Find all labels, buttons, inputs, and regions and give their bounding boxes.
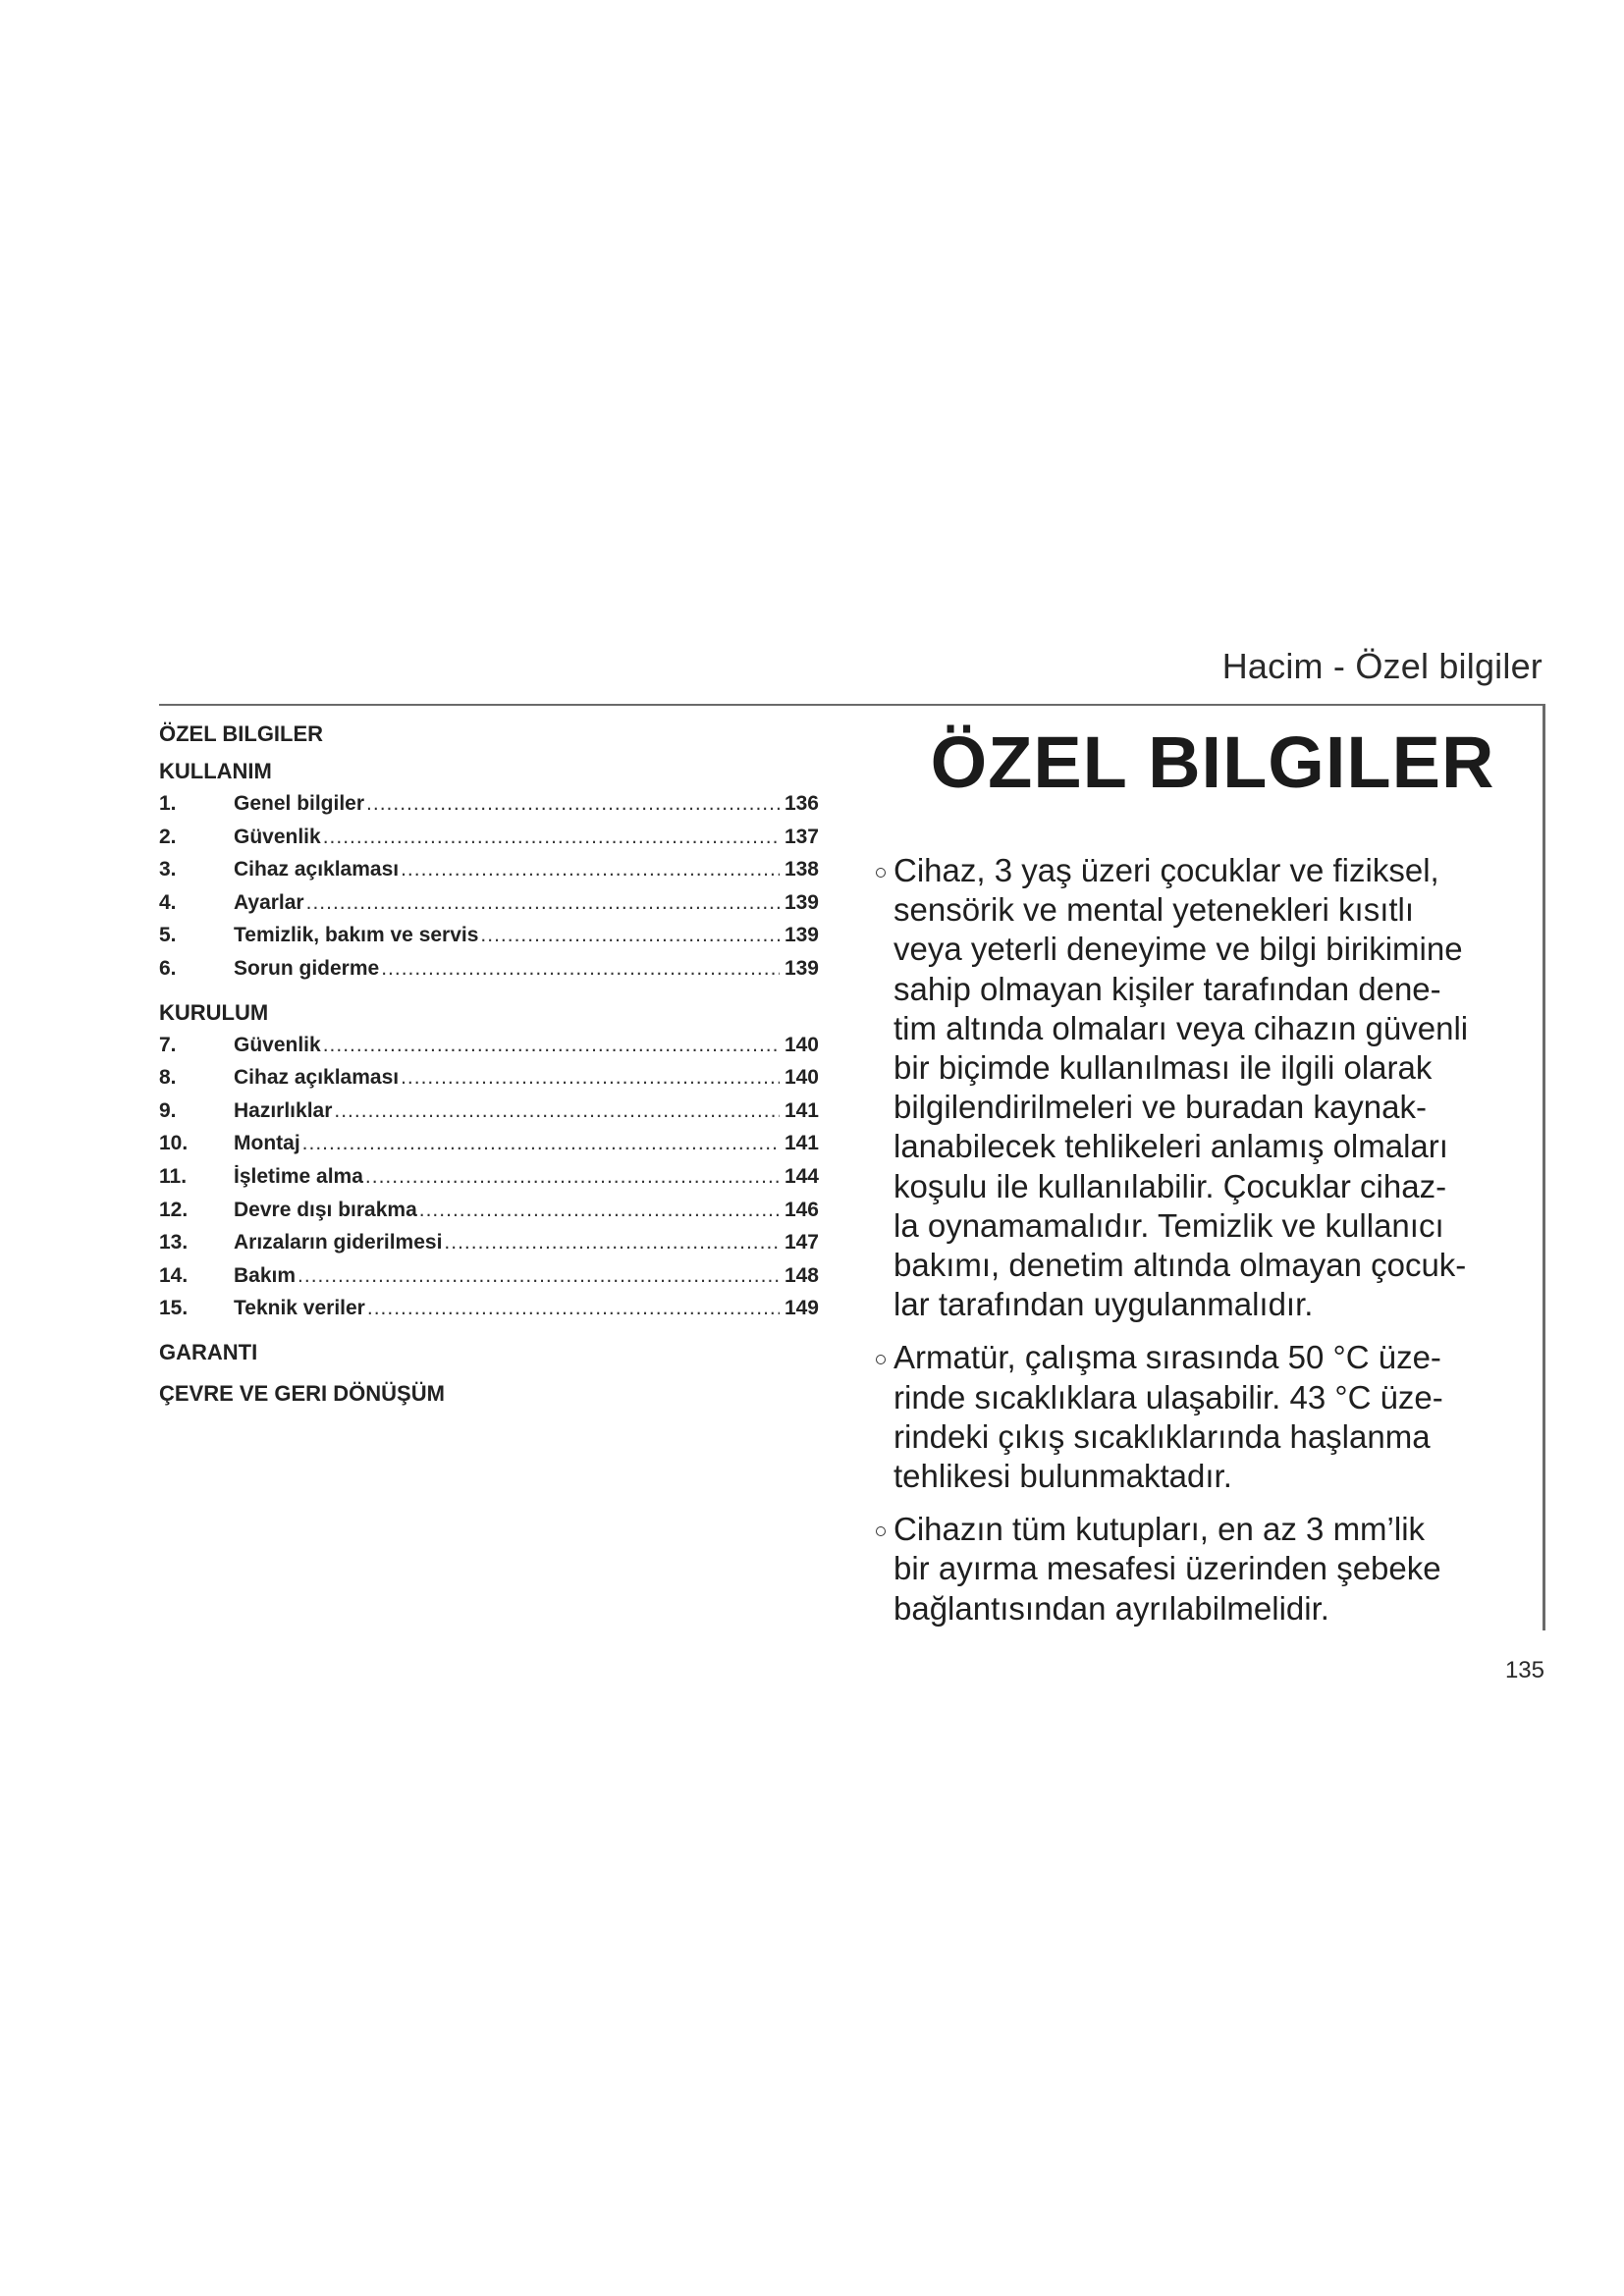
note-line: koşulu ile kullanılabilir. Çocuklar cihaz- xyxy=(893,1167,1447,1204)
toc-entry[interactable] xyxy=(159,1061,819,1095)
toc-dot-leader xyxy=(480,919,780,952)
toc-entry-page: 144 xyxy=(784,1164,819,1188)
toc-entry[interactable] xyxy=(159,787,819,821)
toc-dot-leader xyxy=(381,952,780,986)
toc-entry-label: Ayarlar xyxy=(234,890,304,914)
toc-entry-label: Bakım xyxy=(234,1263,297,1287)
note-line: Cihaz, 3 yaş üzeri çocuklar ve fiziksel, xyxy=(893,852,1439,888)
toc-section-warranty: GARANTI xyxy=(159,1339,258,1364)
toc-entry-label: Sorun giderme xyxy=(234,956,380,980)
toc-entry[interactable] xyxy=(159,952,819,986)
toc-entry-number: 5. xyxy=(159,924,177,947)
toc-entry-number: 1. xyxy=(159,792,177,815)
toc-dot-leader xyxy=(444,1226,780,1259)
safety-note xyxy=(876,851,1524,1324)
toc-entry-page: 136 xyxy=(784,792,819,815)
toc-dot-leader xyxy=(401,1061,780,1095)
toc-entry-page: 139 xyxy=(784,956,819,980)
note-line: Cihazın tüm kutupları, en az 3 mm’lik xyxy=(893,1511,1426,1548)
toc-usage-list xyxy=(159,787,819,986)
toc-entry-number: 6. xyxy=(159,956,177,980)
toc-entry-page: 137 xyxy=(784,825,819,848)
toc-entry-label: Arızaların giderilmesi xyxy=(234,1231,443,1255)
toc-entry-label: Güvenlik xyxy=(234,1033,321,1056)
toc-entry[interactable] xyxy=(159,1226,819,1259)
toc-entry[interactable] xyxy=(159,821,819,854)
toc-dot-leader xyxy=(323,821,780,854)
toc-entry-number: 14. xyxy=(159,1263,189,1287)
toc-entry[interactable] xyxy=(159,1127,819,1160)
toc-entry-number: 4. xyxy=(159,890,177,914)
toc-entry-page: 140 xyxy=(784,1033,819,1056)
toc-installation-list xyxy=(159,1029,819,1325)
toc-entry-label: Hazırlıklar xyxy=(234,1098,333,1122)
toc-entry-label: Güvenlik xyxy=(234,825,321,848)
note-line: sahip olmayan kişiler tarafından dene- xyxy=(893,970,1441,1007)
note-line: bakımı, denetim altında olmayan çocuk- xyxy=(893,1247,1467,1284)
toc-entry-page: 139 xyxy=(784,924,819,947)
toc-entry[interactable] xyxy=(159,1160,819,1194)
toc-dot-leader xyxy=(365,1160,780,1194)
note-line: la oynamamalıdır. Temizlik ve kullanıcı xyxy=(893,1206,1444,1244)
toc-entry-number: 9. xyxy=(159,1098,177,1122)
toc-entry-number: 12. xyxy=(159,1198,189,1221)
toc-entry-page: 146 xyxy=(784,1198,819,1221)
note-line: tim altında olmaları veya cihazın güvenli xyxy=(893,1009,1469,1046)
toc-dot-leader xyxy=(323,1029,780,1062)
toc-entry[interactable] xyxy=(159,853,819,886)
note-line: veya yeterli deneyime ve bilgi birikimine xyxy=(893,931,1463,968)
toc-entry[interactable] xyxy=(159,886,819,920)
toc-heading: ÖZEL BILGILER xyxy=(159,721,324,746)
toc-entry-label: Teknik veriler xyxy=(234,1297,365,1320)
toc-entry-number: 3. xyxy=(159,858,177,881)
toc-entry-label: Montaj xyxy=(234,1132,300,1155)
bullet-circle-icon xyxy=(876,1355,886,1364)
page-title: ÖZEL BILGILER xyxy=(930,721,1495,803)
toc-entry-number: 7. xyxy=(159,1033,177,1056)
toc-section-environment: ÇEVRE VE GERI DÖNÜŞÜM xyxy=(159,1380,445,1406)
toc-entry-number: 15. xyxy=(159,1297,189,1320)
toc-dot-leader xyxy=(334,1095,780,1128)
safety-note xyxy=(876,1510,1524,1629)
toc-section-usage: KULLANIM xyxy=(159,759,272,783)
toc-entry-page: 147 xyxy=(784,1231,819,1255)
toc-entry[interactable] xyxy=(159,1095,819,1128)
note-line: bilgilendirilmeleri ve buradan kaynak- xyxy=(893,1089,1427,1126)
toc-section-installation: KURULUM xyxy=(159,999,269,1025)
main-content xyxy=(876,717,1524,1642)
header-rule xyxy=(159,704,1545,706)
running-header: Hacim - Özel bilgiler xyxy=(1221,646,1543,686)
toc-entry-page: 138 xyxy=(784,858,819,881)
toc-entry-number: 8. xyxy=(159,1066,177,1090)
toc-entry-label: Temizlik, bakım ve servis xyxy=(234,924,479,947)
toc-entry[interactable] xyxy=(159,1029,819,1062)
toc-dot-leader xyxy=(302,1127,780,1160)
toc-entry-number: 10. xyxy=(159,1132,189,1155)
note-line: bağlantısından ayrılabilmelidir. xyxy=(893,1589,1329,1627)
note-line: sensörik ve mental yetenekleri kısıtlı xyxy=(893,891,1415,929)
toc-dot-leader xyxy=(401,853,780,886)
toc-entry-page: 141 xyxy=(784,1132,819,1155)
toc-entry[interactable] xyxy=(159,1194,819,1227)
note-line: bir biçimde kullanılması ile ilgili olarak xyxy=(893,1049,1433,1087)
toc-entry-page: 149 xyxy=(784,1297,819,1320)
toc-entry-label: Devre dışı bırakma xyxy=(234,1198,417,1221)
note-line: rindeki çıkış sıcaklıklarında haşlanma xyxy=(893,1417,1431,1455)
toc-entry-page: 139 xyxy=(784,890,819,914)
safety-note xyxy=(876,1338,1524,1496)
table-of-contents xyxy=(159,721,819,1408)
side-rule xyxy=(1543,704,1545,1630)
note-line: Armatür, çalışma sırasında 50 °C üze- xyxy=(893,1339,1441,1376)
toc-dot-leader xyxy=(366,787,780,821)
note-line: lar tarafından uygulanmalıdır. xyxy=(893,1286,1314,1323)
toc-entry-label: İşletime alma xyxy=(234,1164,363,1188)
note-line: tehlikesi bulunmaktadır. xyxy=(893,1458,1232,1495)
toc-entry-number: 13. xyxy=(159,1231,189,1255)
bullet-circle-icon xyxy=(876,1526,886,1536)
page-number: 135 xyxy=(1504,1657,1544,1683)
toc-entry-page: 141 xyxy=(784,1098,819,1122)
toc-entry-label: Cihaz açıklaması xyxy=(234,858,400,881)
toc-entry[interactable] xyxy=(159,919,819,952)
toc-entry-page: 140 xyxy=(784,1066,819,1090)
toc-entry-number: 2. xyxy=(159,825,177,848)
note-line: lanabilecek tehlikeleri anlamış olmaları xyxy=(893,1128,1448,1165)
toc-entry-label: Cihaz açıklaması xyxy=(234,1066,400,1090)
toc-dot-leader xyxy=(306,886,780,920)
toc-entry-number: 11. xyxy=(159,1164,188,1188)
toc-dot-leader xyxy=(298,1259,780,1293)
toc-entry[interactable] xyxy=(159,1259,819,1293)
toc-entry-label: Genel bilgiler xyxy=(234,792,365,815)
toc-dot-leader xyxy=(367,1292,780,1325)
toc-entry[interactable] xyxy=(159,1292,819,1325)
toc-dot-leader xyxy=(419,1194,780,1227)
safety-notes xyxy=(876,851,1524,1629)
note-line: rinde sıcaklıklara ulaşabilir. 43 °C üze- xyxy=(893,1378,1443,1415)
note-line: bir ayırma mesafesi üzerinden şebeke xyxy=(893,1550,1441,1587)
toc-entry-page: 148 xyxy=(784,1263,819,1287)
bullet-circle-icon xyxy=(876,868,886,878)
